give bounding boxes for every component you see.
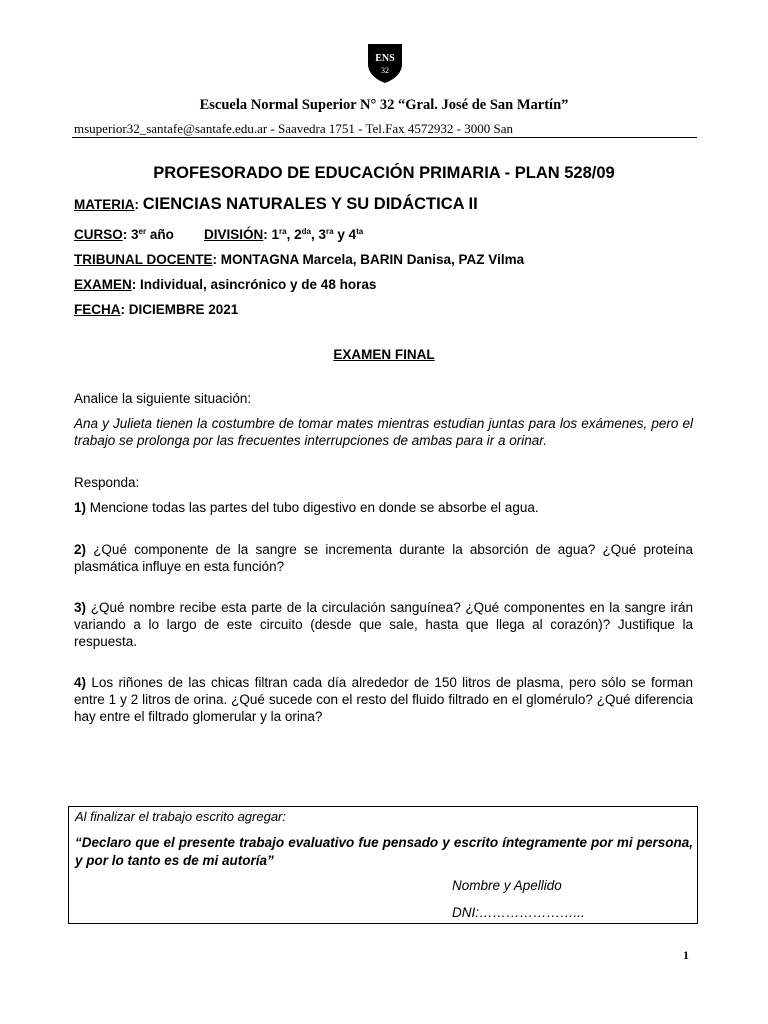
page-number: 1: [683, 948, 689, 962]
division-label: DIVISIÓN: [204, 227, 264, 242]
page-title: PROFESORADO DE EDUCACIÓN PRIMARIA - PLAN 528/09: [153, 164, 615, 182]
curso-num: 3: [131, 227, 139, 242]
question-3: [74, 599, 693, 650]
svg-text:ENS: ENS: [375, 53, 395, 64]
div-1: 1: [271, 227, 280, 242]
question-2-number: 2): [74, 542, 87, 557]
question-2: [74, 541, 693, 575]
question-3-number: 3): [74, 600, 87, 615]
tribunal-line: TRIBUNAL DOCENTE: MONTAGNA Marcela, BARIN Danisa, PAZ Vilma: [74, 252, 525, 267]
division-line: DIVISIÓN: $1^{ra}$, $2^{da}$, $3^{ra}$ y $4^{ta}$: [204, 227, 364, 242]
examen-line: EXAMEN: Individual, asincrónico y de 48 horas: [74, 277, 377, 292]
tribunal-value: MONTAGNA Marcela, BARIN Danisa, PAZ Vilma: [220, 252, 525, 267]
fecha-line: FECHA: DICIEMBRE 2021: [74, 302, 239, 317]
declaration-instruction: Al finalizar el trabajo escrito agregar:: [75, 809, 286, 824]
curso-label: CURSO: [74, 227, 123, 242]
school-name: Escuela Normal Superior N° 32 “Gral. José de San Martín”: [199, 97, 569, 113]
question-4-number: 4): [74, 675, 87, 690]
fecha-label: FECHA: [74, 302, 121, 317]
name-field-label: Nombre y Apellido: [452, 878, 562, 893]
div-4: y 4: [333, 227, 357, 242]
declaration-text: “Declaro que el presente trabajo evaluativo fue pensado y escrito íntegramente por mi persona, y por lo tanto es de mi autoría”: [75, 835, 693, 868]
materia-value: CIENCIAS NATURALES Y SU DIDÁCTICA II: [142, 195, 478, 213]
fecha-value: DICIEMBRE 2021: [128, 302, 239, 317]
materia-line: MATERIA: CIENCIAS NATURALES Y SU DIDÁCTICA II: [74, 195, 478, 213]
header-divider: [72, 137, 697, 138]
intro-text: Analice la siguiente situación:: [74, 391, 252, 406]
respond-text: Responda:: [74, 475, 140, 490]
div-1-sup: ra: [279, 227, 287, 236]
curso-sup: er: [138, 227, 147, 236]
tribunal-label: TRIBUNAL DOCENTE: [74, 252, 213, 267]
question-1: [74, 499, 693, 516]
question-4-text: Los riñones de las chicas filtran cada día alrededor de 150 litros de plasma, pero sólo se forman entre 1 y 2 litros de orina. ¿Qué sucede con el resto del fluido filtrado en el glomérulo? ¿Qué diferencia hay entre el filtrado glomerular y la orina?: [74, 675, 693, 724]
materia-label: MATERIA: [74, 197, 135, 212]
exam-heading: EXAMEN FINAL: [333, 347, 435, 362]
question-1-text: Mencione todas las partes del tubo digestivo en donde se absorbe el agua.: [89, 500, 539, 515]
school-address: msuperior32_santafe@santafe.edu.ar - Saavedra 1751 - Tel.Fax 4572932 - 3000 San: [74, 121, 513, 136]
situation-text: Ana y Julieta tienen la costumbre de tomar mates mientras estudian juntas para los exámenes, pero el trabajo se prolonga por las frecuentes interrupciones de ambas para ir a orinar.: [74, 416, 693, 448]
div-2-sup: da: [301, 227, 311, 236]
div-3: 3: [318, 227, 326, 242]
div-2: 2: [294, 227, 302, 242]
curso-rest: año: [146, 227, 174, 242]
div-4-sup: ta: [356, 227, 364, 236]
examen-label: EXAMEN: [74, 277, 132, 292]
question-4: [74, 674, 693, 725]
curso-line: CURSO: 3er año: [74, 227, 174, 242]
question-1-number: 1): [74, 500, 87, 515]
div-3-sup: ra: [326, 227, 334, 236]
question-3-text: ¿Qué nombre recibe esta parte de la circulación sanguínea? ¿Qué componentes en la sangre irán variando a lo largo de este circuito (desde que sale, hasta que llega al corazón)? Justifique la respuesta.: [74, 600, 693, 649]
dni-field-label: DNI:…………………...: [452, 905, 585, 920]
svg-text:32: 32: [381, 66, 389, 75]
school-logo: [366, 42, 404, 84]
question-2-text: ¿Qué componente de la sangre se incrementa durante la absorción de agua? ¿Qué proteína plasmática influye en esta función?: [74, 542, 693, 574]
examen-value: Individual, asincrónico y de 48 horas: [140, 277, 377, 292]
